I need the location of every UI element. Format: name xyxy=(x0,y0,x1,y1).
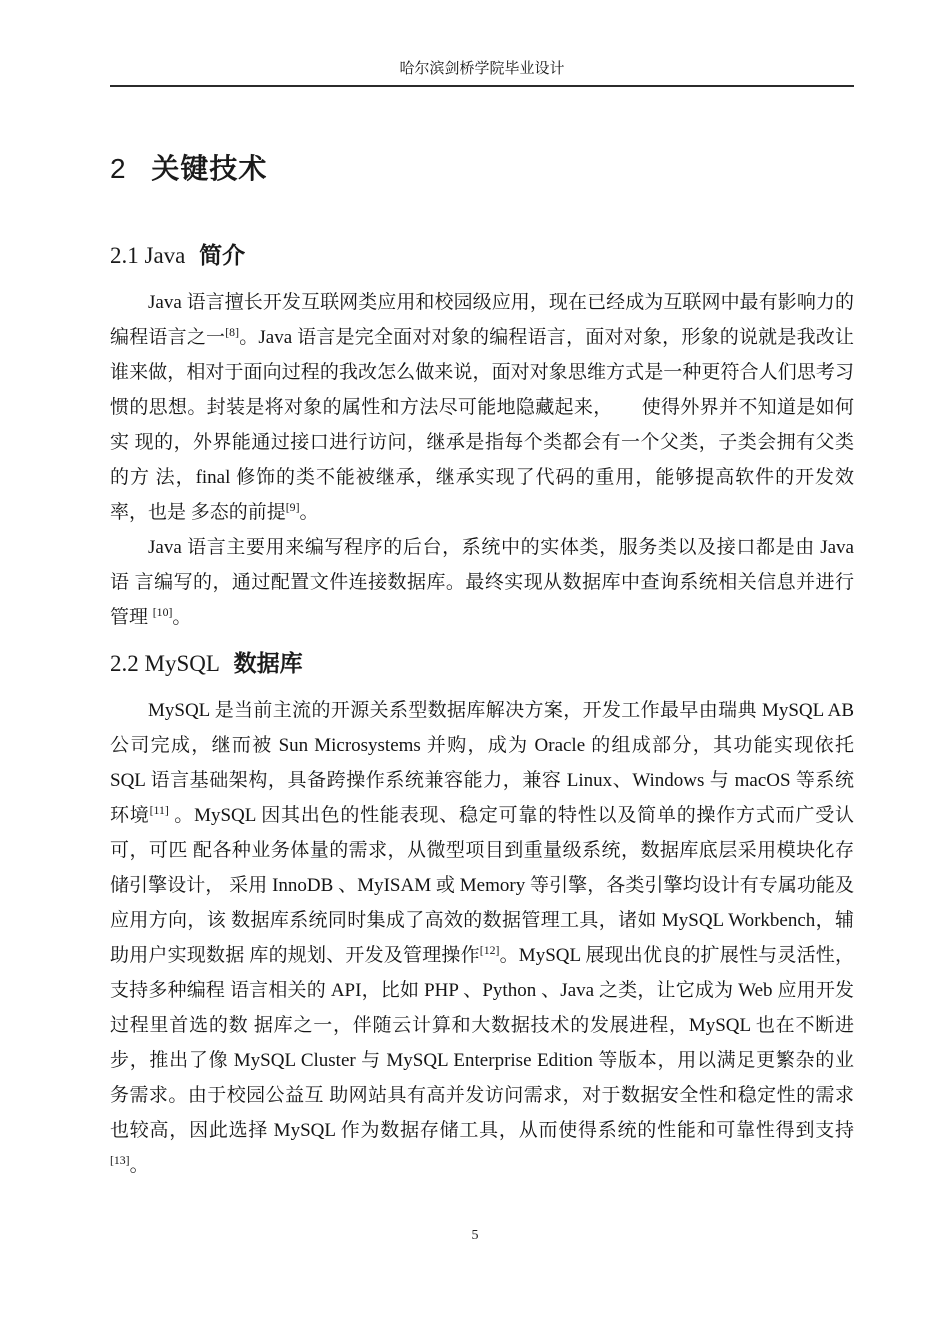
paragraph-java-intro-1: Java 语言擅长开发互联网类应用和校园级应用，现在已经成为互联网中最有影响力的编程语言之一[8]。Java 语言是完全面对对象的编程语言，面对对象，形象的说就是我改让谁来做，相对于面向过程的我改怎么做来说，面对对象思维方式是一种更符合人们思考习惯的思想。封装是将对象的属性和方法尽可能地隐藏起来， 使得外界并不知道是如何实 现的，外界能通过接口进行访问，继承是指每个类都会有一个父类，子类会拥有父类的方 法，final 修饰的类不能被继承，继承实现了代码的重用，能够提高软件的开发效率，也是 多态的前提[9]。 xyxy=(110,292,854,523)
section-heading-java-text: 简介 xyxy=(199,242,246,268)
page-number: 5 xyxy=(471,1228,479,1243)
document-content xyxy=(110,149,854,1183)
section-heading-mysql-number: 2.2 MySQL xyxy=(110,651,220,676)
page-footer xyxy=(0,1228,950,1244)
section-heading-java xyxy=(110,239,854,272)
chapter-title xyxy=(110,149,854,189)
chapter-title-text: 关键技术 xyxy=(151,153,268,184)
section-heading-java-number: 2.1 Java xyxy=(110,243,186,268)
paragraph-mysql-intro: MySQL 是当前主流的开源关系型数据库解决方案，开发工作最早由瑞典 MySQL AB 公司完成，继而被 Sun Microsystems 并购，成为 Oracle 的组成部分，其功能实现依托 SQL 语言基础架构，具备跨操作系统兼容能力，兼容 Linux、Windows 与 macOS 等系统环境[11] 。MySQL 因其出色的性能表现、稳定可靠的特性以及简单的操作方式而广受认可，可匹 配各种业务体量的需求，从微型项目到重量级系统，数据库底层采用模块化存储引擎设计， 采用 InnoDB 、MyISAM 或 Memory 等引擎，各类引擎均设计有专属功能及应用方向，该 数据库系统同时集成了高效的数据管理工具，诸如 MySQL Workbench，辅助用户实现数据 库的规划、开发及管理操作[12]。MySQL 展现出优良的扩展性与灵活性，支持多种编程 语言相关的 API，比如 PHP 、Python 、Java 之类，让它成为 Web 应用开发过程里首选的数 据库之一，伴随云计算和大数据技术的发展进程，MySQL 也在不断进步，推出了像 MySQL Cluster 与 MySQL Enterprise Edition 等版本，用以满足更繁杂的业务需求。由于校园公益互 助网站具有高并发访问需求，对于数据安全性和稳定性的需求也较高，因此选择 MySQL 作为数据存储工具，从而使得系统的性能和可靠性得到支持[13]。 xyxy=(110,700,854,1176)
header-title: 哈尔滨剑桥学院毕业设计 xyxy=(399,61,565,77)
section-heading-mysql-text: 数据库 xyxy=(233,650,303,676)
section-heading-mysql xyxy=(110,647,854,680)
paragraph-java-intro-2: Java 语言主要用来编写程序的后台，系统中的实体类，服务类以及接口都是由 Java 语 言编写的，通过配置文件连接数据库。最终实现从数据库中查询系统相关信息并进行管理 [10]。 xyxy=(110,537,854,628)
chapter-number: 2 xyxy=(110,153,127,184)
page-header xyxy=(110,0,854,87)
